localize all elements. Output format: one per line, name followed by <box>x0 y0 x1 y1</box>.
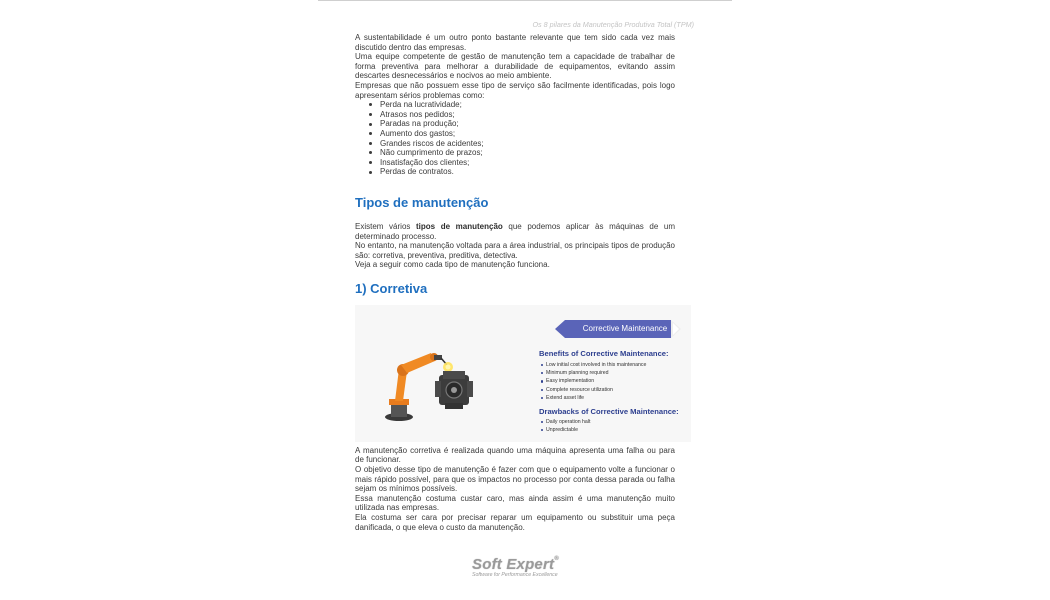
tipos-paragraph-1 <box>355 222 675 241</box>
list-item: Perda na lucratividade; <box>369 100 675 110</box>
list-item: Insatisfação dos clientes; <box>369 158 675 168</box>
drawbacks-list <box>541 418 590 435</box>
running-header: Os 8 pilares da Manutenção Produtiva Total (TPM) <box>532 20 694 29</box>
list-item: Low initial cost involved in this maintenance <box>541 361 646 369</box>
list-item: Paradas na produção; <box>369 119 675 129</box>
tipos-p1-after: que podemos aplicar às máquinas de um determinado processo. <box>355 221 676 241</box>
section-heading-tipos: Tipos de manutenção <box>355 194 489 210</box>
logo-tagline: Software for Performance Excellence <box>472 572 558 578</box>
intro-paragraph-2: Uma equipe competente de gestão de manutenção tem a capacidade de trabalhar de forma preventiva para melhorar a durabilidade de equipamentos, evitando assim descartes desnecessários e nocivos ao meio ambiente. <box>355 52 675 81</box>
corretiva-paragraph-2: O objetivo desse tipo de manutenção é fazer com que o equipamento volte a funcionar o mais rápido possível, para que os impactos no processo por conta dessa parada ou falha sejam os mínimos possíveis. <box>355 465 675 494</box>
problems-list <box>355 100 675 177</box>
logo-registered-mark: ® <box>554 556 559 562</box>
list-item: Complete resource utilization <box>541 386 646 394</box>
tipos-paragraph-3: Veja a seguir como cada tipo de manutenção funciona. <box>355 260 550 270</box>
list-item: Easy implementation <box>541 377 646 385</box>
logo-text: Soft Expert <box>472 556 555 573</box>
list-item: Unpredictable <box>541 426 590 434</box>
tipos-paragraph-2: No entanto, na manutenção voltada para a área industrial, os principais tipos de produção são: corretiva, preventiva, preditiva, detectiva. <box>355 241 675 260</box>
list-item: Atrasos nos pedidos; <box>369 110 675 120</box>
document-page <box>318 0 732 600</box>
list-item: Perdas de contratos. <box>369 167 675 177</box>
corrective-maintenance-figure <box>355 305 691 442</box>
robot-arm-engine-illustration <box>377 337 487 432</box>
list-item: Grandes riscos de acidentes; <box>369 139 675 149</box>
page-top-rule <box>318 0 732 1</box>
list-item: Aumento dos gastos; <box>369 129 675 139</box>
list-item: Extend asset life <box>541 394 646 402</box>
intro-paragraph-3: Empresas que não possuem esse tipo de serviço são facilmente identificadas, pois logo apresentam sérios problemas como: <box>355 80 675 100</box>
benefits-title: Benefits of Corrective Maintenance: <box>539 348 669 358</box>
softexpert-logo <box>472 556 582 578</box>
corretiva-paragraph-3: Essa manutenção costuma custar caro, mas ainda assim é uma manutenção muito utilizada nas empresas. <box>355 493 675 513</box>
list-item: Minimum planning required <box>541 369 646 377</box>
banner-label: Corrective Maintenance <box>582 323 668 333</box>
tipos-p1-before: Existem vários <box>355 221 417 231</box>
section-heading-corretiva: 1) Corretiva <box>355 280 428 296</box>
corretiva-paragraph-4: Ela costuma ser cara por precisar reparar um equipamento ou substituir uma peça danificada, o que eleva o custo da manutenção. <box>355 513 675 532</box>
logo-wordmark <box>472 556 582 573</box>
list-item: Não cumprimento de prazos; <box>369 148 675 158</box>
tipos-p1-bold: tipos de manutenção <box>416 221 503 231</box>
corretiva-paragraph-1: A manutenção corretiva é realizada quando uma máquina apresenta uma falha ou para de funcionar. <box>355 445 675 465</box>
intro-paragraph-1: A sustentabilidade é um outro ponto bastante relevante que tem sido cada vez mais discutido dentro das empresas. <box>355 33 675 52</box>
corrective-maintenance-banner <box>555 320 681 338</box>
benefits-list <box>541 361 646 402</box>
list-item: Daily operation halt <box>541 418 590 426</box>
page-content <box>355 33 679 532</box>
drawbacks-title: Drawbacks of Corrective Maintenance: <box>539 406 679 416</box>
